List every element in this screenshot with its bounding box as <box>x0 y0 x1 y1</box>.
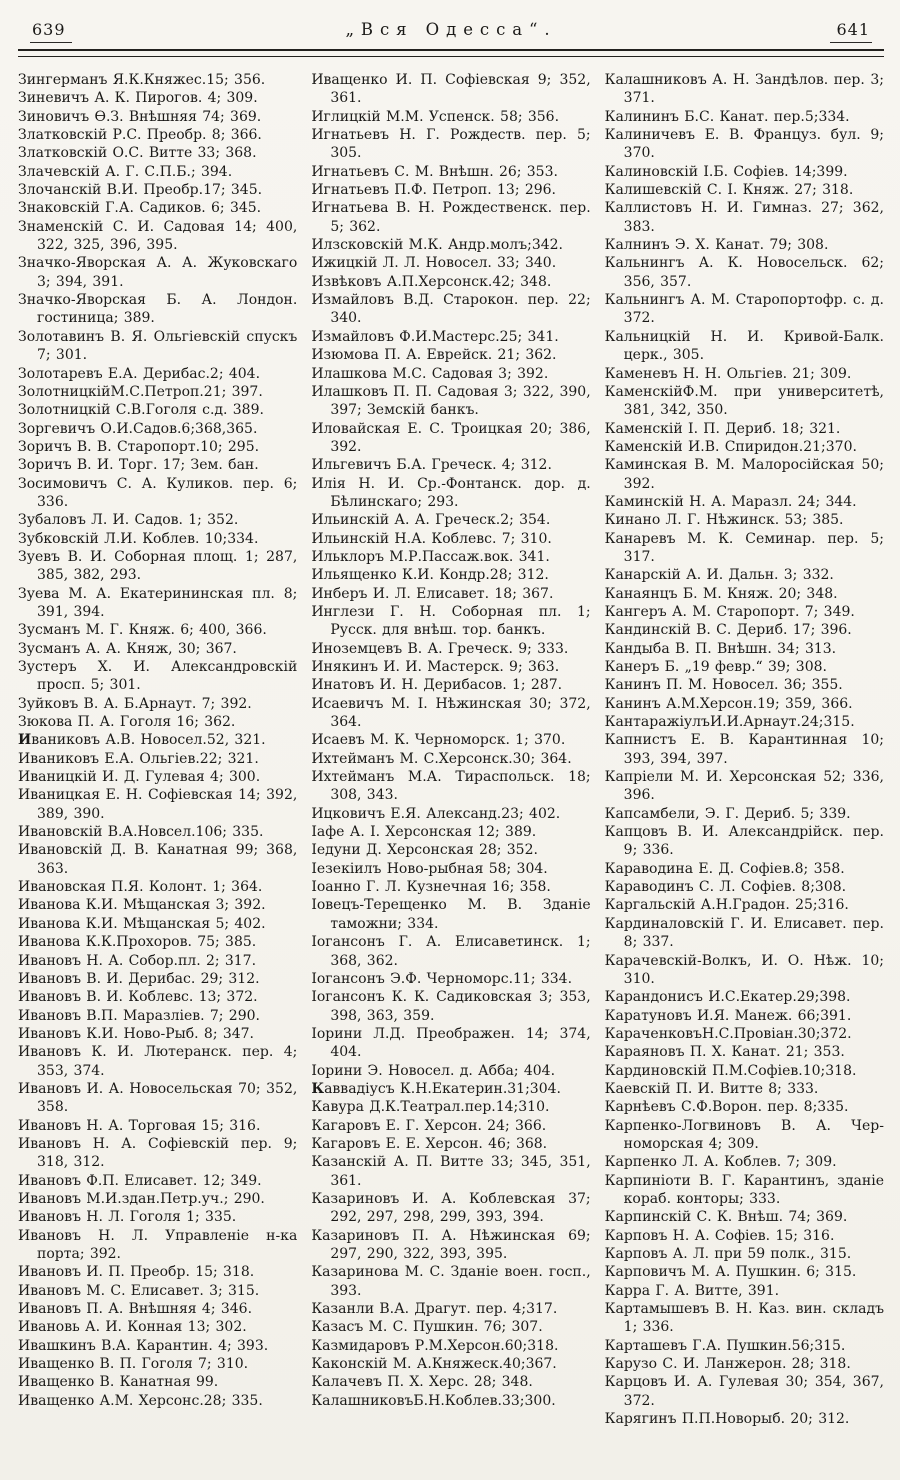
directory-entry: КантаражіулъИ.И.Арнаут.24;315. <box>604 714 855 731</box>
directory-entry: Ивановъ П. А. Внѣшняя 4; 346. <box>18 1301 253 1318</box>
directory-entry: Капсамбели, Э. Г. Дериб. 5; 339. <box>604 805 851 822</box>
directory-entry: Иноземцевъ В. А. Греческ. 9; 333. <box>311 640 569 657</box>
directory-entry: Ивановъ К. И. Лютеранск. пер. 4; 353, 374. <box>18 1044 298 1079</box>
directory-entry: КараченковъН.С.Провіан.30;372. <box>604 1025 852 1042</box>
directory-entry: Кальнингъ А. М. Старопортофр. с. д. 372. <box>604 292 884 327</box>
directory-entry: Ивановь А. И. Конная 13; 302. <box>18 1319 247 1336</box>
directory-entry: Зустеръ Х. И. Александровскій просп. 5; 301. <box>18 659 298 694</box>
directory-entry: Игнатьева В. Н. Рождественск. пер. 5; 362. <box>311 200 591 235</box>
directory-entry: Зиновичъ Ѳ.З. Внѣшняя 74; 369. <box>18 108 262 125</box>
directory-entry: Инатовъ И. Н. Дерибасов. 1; 287. <box>311 677 563 694</box>
directory-entry: Иловайская Е. С. Троицкая 20; 386, 392. <box>311 420 591 455</box>
directory-entry: Зоргевичъ О.И.Садов.6;368,365. <box>18 420 258 437</box>
directory-entry: Казариновъ П. А. Нѣжинская 69; 297, 290, 322, 393, 395. <box>311 1227 591 1262</box>
directory-entry: Злачевскій А. Г. С.П.Б.; 394. <box>18 163 233 180</box>
directory-entry: Игнатьевъ Н. Г. Рождеств. пер. 5; 305. <box>311 127 591 162</box>
directory-entry: Ивановскій Д. В. Канатная 99; 368, 363. <box>18 842 298 877</box>
directory-entry: Илашковъ П. П. Садовая 3; 322, 390, 397; Земскій банкъ. <box>311 383 591 419</box>
directory-entry: Кагаровъ Е. Е. Херсон. 46; 368. <box>311 1135 548 1152</box>
directory-entry: Ихтейманъ М. С.Херсонск.30; 364. <box>311 750 572 767</box>
directory-entry: Іогансонъ Э.Ф. Черноморс.11; 334. <box>311 970 573 987</box>
directory-entry: Карпинскій С. К. Внѣш. 74; 369. <box>604 1209 848 1226</box>
directory-column-2 <box>311 71 590 1428</box>
directory-entry: Значко-Яворская Б. А. Лондон. гостиница; 389. <box>18 292 298 327</box>
directory-entry: Исаевичъ М. І. Нѣжинская 30; 372, 364. <box>311 695 591 731</box>
directory-entry: Канаянцъ Б. М. Княж. 20; 348. <box>604 585 838 602</box>
directory-entry: Капцовъ В. И. Александрійск. пер. 9; 336. <box>604 824 884 859</box>
directory-entry: Иглицкій М.М. Успенск. 58; 356. <box>311 108 560 125</box>
directory-entry: Іезекіилъ Ново-рыбная 58; 304. <box>311 860 548 877</box>
directory-entry: Илашкова М.С. Садовая 3; 392. <box>311 365 549 382</box>
directory-entry: Зубаловъ Л. И. Садов. 1; 352. <box>18 512 239 529</box>
directory-entry: Иващенко В. Канатная 99. <box>18 1374 219 1391</box>
directory-entry: Ивановъ В. И. Дерибас. 29; 312. <box>18 970 260 987</box>
directory-entry: Канинъ А.М.Херсон.19; 359, 366. <box>604 695 853 712</box>
directory-entry: Ивановъ Н. А. Софіевскій пер. 9; 318, 312. <box>18 1135 298 1171</box>
directory-entry: Карягинъ П.П.Новорыб. 20; 312. <box>604 1411 850 1428</box>
directory-entry: Казанли В.А. Драгут. пер. 4;317. <box>311 1301 558 1318</box>
directory-entry: Іорини Э. Новосел. д. Абба; 404. <box>311 1062 556 1079</box>
directory-entry: Ильященко К.И. Кондр.28; 312. <box>311 567 549 584</box>
directory-entry: Каевскій П. И. Витте 8; 333. <box>604 1080 819 1097</box>
directory-entry: Каменевъ Н. Н. Ольгіев. 21; 309. <box>604 365 852 382</box>
directory-entry: Зусманъ А. А. Княж, 30; 367. <box>18 640 237 657</box>
directory-entry: Іоанно Г. Л. Кузнечная 16; 358. <box>311 879 551 896</box>
directory-entry: Ивановъ К.И. Ново-Рыб. 8; 347. <box>18 1025 255 1042</box>
directory-entry: Инякинъ И. И. Мастерск. 9; 363. <box>311 659 560 675</box>
directory-entry: Иванова К.К.Прохоров. 75; 385. <box>18 934 257 951</box>
directory-entry: Іедуни Д. Херсонская 28; 352. <box>311 842 538 859</box>
directory-entry: Канинъ П. М. Новосел. 36; 355. <box>604 677 843 694</box>
directory-entry: Каменскій І. П. Дериб. 18; 321. <box>604 420 841 437</box>
directory-entry: Іогансонъ Г. А. Елисаветинск. 1; 368, 362. <box>311 934 591 969</box>
directory-entry: Иваниковъ А.В. Новосел.52, 321. <box>18 732 266 749</box>
directory-entry: Каргальскій А.Н.Градон. 25;316. <box>604 897 849 914</box>
directory-entry: Зубковскій Л.И. Коблев. 10;334. <box>18 530 259 547</box>
directory-entry: Капріели М. И. Херсонская 52; 336, 396. <box>604 769 884 804</box>
directory-entry: Карпенко Л. А. Коблев. 7; 309. <box>604 1154 837 1171</box>
directory-entry: Калнинъ Э. Х. Канат. 79; 308. <box>604 237 829 254</box>
directory-entry: Золотаревъ Е.А. Дерибас.2; 404. <box>18 365 261 382</box>
directory-entry: Кинано Л. Г. Нѣжинск. 53; 385. <box>604 512 844 529</box>
directory-entry: Ильклоръ М.Р.Пассаж.вок. 341. <box>311 548 550 565</box>
directory-entry: Зусманъ М. Г. Княж. 6; 400, 366. <box>18 622 267 639</box>
page-number-right: 641 <box>830 20 872 43</box>
directory-entry: Калачевъ П. Х. Херс. 28; 348. <box>311 1374 533 1391</box>
directory-entry: Казасъ М. С. Пушкин. 76; 307. <box>311 1319 543 1336</box>
page-number-left: 639 <box>30 20 72 43</box>
header-double-rule <box>18 49 884 57</box>
directory-entry: Златковскій О.С. Витте 33; 368. <box>18 145 257 162</box>
directory-entry: Калиновскій І.Б. Софіев. 14;399. <box>604 163 848 180</box>
directory-entry: Илзсковскій М.К. Андр.молъ;342. <box>311 237 563 254</box>
directory-entry: Иваницкая Е. Н. Софіевская 14; 392, 389, 390. <box>18 787 298 822</box>
directory-entry: Іогансонъ К. К. Садиковская 3; 353, 398, 363, 359. <box>311 989 591 1024</box>
directory-entry: Иванова К.И. Мѣщанская 5; 402. <box>18 915 266 932</box>
directory-entry: Каминская В. М. Малоросійская 50; 392. <box>604 457 884 492</box>
directory-entry: Золотавинъ В. Я. Ольгіевскій спускъ 7; 301. <box>18 328 298 364</box>
directory-entry: Калишевскій С. І. Княж. 27; 318. <box>604 182 854 199</box>
directory-entry: Зоричъ В. В. Старопорт.10; 295. <box>18 438 260 455</box>
directory-entry: Кальнингъ А. К. Новосельск. 62; 356, 357. <box>604 255 884 290</box>
directory-entry: Ивановъ Ф.П. Елисавет. 12; 349. <box>18 1172 262 1189</box>
page-header <box>16 20 886 49</box>
directory-entry: Каввадіусъ К.Н.Екатерин.31;304. <box>311 1080 561 1097</box>
directory-entry: Кандинскій В. С. Дериб. 17; 396. <box>604 622 852 639</box>
directory-entry: Изюмова П. А. Еврейск. 21; 362. <box>311 347 557 364</box>
directory-entry: Ивановъ И. А. Новосельская 70; 352, 358. <box>18 1080 298 1116</box>
directory-entry: Ихтейманъ М.А. Тираспольск. 18; 308, 343. <box>311 769 591 804</box>
directory-entry: Иваниковъ Е.А. Ольгіев.22; 321. <box>18 750 259 767</box>
directory-entry: Златковскій Р.С. Преобр. 8; 366. <box>18 127 262 144</box>
directory-entry: Іорини Л.Д. Преображен. 14; 374, 404. <box>311 1025 591 1061</box>
directory-entry: Кангеръ А. М. Старопорт. 7; 349. <box>604 603 855 620</box>
letter-group-lead: И <box>18 732 32 749</box>
directory-entry: Іовецъ-Терещенко М. В. Зданіе таможни; 334. <box>311 897 591 932</box>
directory-entry: Карпенко-Логвиновъ В. А. Черноморская 4; 309. <box>604 1117 884 1152</box>
directory-entry: Иваницкій И. Д. Гулевая 4; 300. <box>18 769 261 786</box>
directory-entry: Канаревъ М. К. Семинар. пер. 5; 317. <box>604 530 884 565</box>
directory-entry: Зуйковъ В. А. Б.Арнаут. 7; 392. <box>18 695 252 712</box>
directory-entry: Иващенко А.М. Херсонс.28; 335. <box>18 1392 263 1409</box>
directory-entry: Карузо С. И. Ланжерон. 28; 318. <box>604 1356 851 1373</box>
directory-entry: Ивановъ Н. Л. Управленіе н-ка порта; 392. <box>18 1227 298 1262</box>
directory-entry: Ивановъ И. П. Преобр. 15; 318. <box>18 1264 255 1281</box>
directory-entry: Ивановъ Н. А. Торговая 15; 316. <box>18 1117 261 1134</box>
directory-entry: Калининъ Б.С. Канат. пер.5;334. <box>604 108 850 125</box>
directory-entry: Измайловъ Ф.И.Мастерс.25; 341. <box>311 328 559 345</box>
directory-entry: Игнатьевъ П.Ф. Петроп. 13; 296. <box>311 182 556 199</box>
directory-entry: Каминскій Н. А. Маразл. 24; 344. <box>604 493 857 510</box>
directory-entry: Карповъ А. Л. при 59 полк., 315. <box>604 1246 852 1262</box>
directory-entry: Кандыба В. П. Внѣшн. 34; 313. <box>604 640 837 657</box>
directory-entry: Иванова К.И. Мѣщанская 3; 392. <box>18 897 266 914</box>
directory-entry: Казмидаровъ Р.М.Херсон.60;318. <box>311 1337 559 1354</box>
directory-entry: Ивановъ Н. А. Собор.пл. 2; 317. <box>18 952 257 969</box>
directory-entry: Ивановъ В.П. Маразліев. 7; 290. <box>18 1007 260 1024</box>
directory-entry: Каллистовъ Н. И. Гимназ. 27; 362, 383. <box>604 200 884 235</box>
directory-entry: Ивашкинъ В.А. Карантин. 4; 393. <box>18 1337 269 1354</box>
directory-entry: Измайловъ В.Д. Старокон. пер. 22; 340. <box>311 292 591 327</box>
directory-entry: Каменскій И.В. Спиридон.21;370. <box>604 438 857 455</box>
directory-entry: Казаринова М. С. Зданіе воен. госп., 393. <box>311 1264 591 1299</box>
directory-entry: Ижицкій Л. Л. Новосел. 33; 340. <box>311 255 557 272</box>
directory-entry: Калашниковъ А. Н. Зандѣлов. пер. 3; 371. <box>604 72 884 107</box>
directory-entry: Инберъ И. Л. Елисавет. 18; 367. <box>311 585 554 602</box>
directory-entry: Кагаровъ Е. Г. Херсон. 24; 366. <box>311 1117 547 1134</box>
directory-entry: Кавура Д.К.Театрал.пер.14;310. <box>311 1099 550 1116</box>
directory-column-3 <box>605 71 884 1428</box>
directory-entry: Инглези Г. Н. Соборная пл. 1; Русск. для внѣш. тор. банкъ. <box>311 603 591 639</box>
directory-columns <box>16 71 886 1428</box>
directory-entry: Зюкова П. А. Гоголя 16; 362. <box>18 714 236 731</box>
directory-entry: Золотницкій С.В.Гоголя с.д. 389. <box>18 402 264 419</box>
directory-entry: Кальницкій Н. И. Кривой-Балк. церк., 305. <box>604 328 884 364</box>
directory-entry: Ивановская П.Я. Колонт. 1; 364. <box>18 879 263 896</box>
directory-entry: Исаевъ М. К. Черноморск. 1; 370. <box>311 732 566 749</box>
directory-entry: Игнатьевъ С. М. Внѣшн. 26; 353. <box>311 163 558 180</box>
directory-entry: КаменскійФ.М. при университетѣ, 381, 342, 350. <box>604 383 884 419</box>
directory-entry: Караводина Е. Д. Софіев.8; 358. <box>604 860 845 877</box>
directory-entry: Карповичъ М. А. Пушкин. 6; 315. <box>604 1264 857 1281</box>
directory-entry: Ильгевичъ Б.А. Греческ. 4; 312. <box>311 457 552 474</box>
directory-entry: Зуевъ В. И. Соборная площ. 1; 287, 385, 382, 293. <box>18 548 298 584</box>
directory-entry: Ильинскій Н.А. Коблевс. 7; 310. <box>311 530 552 547</box>
directory-entry: Ивановскій В.А.Новсел.106; 335. <box>18 824 264 841</box>
directory-entry: Караводинъ С. Л. Софіев. 8;308. <box>604 879 847 896</box>
directory-entry: Ицковичъ Е.Я. Александ.23; 402. <box>311 805 561 822</box>
directory-entry: Казариновъ И. А. Коблевская 37; 292, 297, 298, 299, 393, 394. <box>311 1190 591 1226</box>
directory-entry: Карповъ Н. А. Софіев. 15; 316. <box>604 1227 835 1244</box>
directory-entry: Картамышевъ В. Н. Каз. вин. складъ 1; 336. <box>604 1301 884 1336</box>
directory-entry: Знаковскій Г.А. Садиков. 6; 345. <box>18 200 262 217</box>
directory-entry: Ивановъ Н. Л. Гоголя 1; 335. <box>18 1209 237 1226</box>
directory-entry: Карташевъ Г.А. Пушкин.56;315. <box>604 1337 846 1354</box>
directory-entry: Казанскій А. П. Витте 33; 345, 351, 361. <box>311 1154 591 1189</box>
directory-entry: Карачевскій-Волкъ, И. О. Нѣж. 10; 310. <box>604 952 884 987</box>
directory-entry: Караяновъ П. Х. Канат. 21; 353. <box>604 1044 845 1061</box>
directory-entry: Иващенко И. П. Софіевская 9; 352, 361. <box>311 72 591 107</box>
directory-entry: Кардиналовскій Г. И. Елисавет. пер. 8; 337. <box>604 915 884 951</box>
directory-entry: Зуева М. А. Екатерининская пл. 8; 391, 394. <box>18 585 298 620</box>
directory-entry: Знаменскій С. И. Садовая 14; 400, 322, 325, 396, 395. <box>18 218 298 254</box>
page-title: „Вся Одесса“. <box>345 20 557 39</box>
directory-entry: Іафе А. І. Херсонская 12; 389. <box>311 824 537 841</box>
directory-entry: Капнистъ Е. В. Карантинная 10; 393, 394, 397. <box>604 732 884 767</box>
directory-entry: Канарскій А. И. Дальн. 3; 332. <box>604 567 834 584</box>
directory-entry: ЗолотницкійМ.С.Петроп.21; 397. <box>18 383 263 400</box>
directory-entry: Калиничевъ Е. В. Француз. бул. 9; 370. <box>604 127 884 162</box>
directory-entry: Ивановъ М. С. Елисавет. 3; 315. <box>18 1282 260 1299</box>
directory-entry: Зоричъ В. И. Торг. 17; Зем. бан. <box>18 457 259 474</box>
directory-entry: Карра Г. А. Витте, 391. <box>604 1282 780 1299</box>
directory-column-1 <box>18 71 297 1428</box>
directory-entry: Илія Н. И. Ср.-Фонтанск. дор. д. Бѣлинскаго; 293. <box>311 475 591 510</box>
directory-entry: Карандонисъ И.С.Екатер.29;398. <box>604 989 851 1006</box>
directory-entry: Карпиніоти В. Г. Карантинъ, зданіе кораб. конторы; 333. <box>604 1172 884 1207</box>
directory-entry: Ильинскій А. А. Греческ.2; 354. <box>311 512 551 529</box>
directory-entry: Карнѣевъ С.Ф.Ворон. пер. 8;335. <box>604 1099 849 1116</box>
directory-entry: Кардиновскій П.М.Софіев.10;318. <box>604 1062 857 1079</box>
directory-entry: Канеръ Б. „19 февр.“ 39; 308. <box>604 659 827 675</box>
directory-entry: Ивановъ В. И. Коблевс. 13; 372. <box>18 989 258 1006</box>
directory-entry: Зосимовичъ С. А. Куликов. пер. 6; 336. <box>18 475 298 510</box>
directory-entry: Ивановъ М.И.здан.Петр.уч.; 290. <box>18 1190 265 1207</box>
directory-entry: КалашниковъБ.Н.Коблев.33;300. <box>311 1392 556 1409</box>
directory-entry: Каконскій М. А.Княжеск.40;367. <box>311 1356 557 1373</box>
directory-entry: Зингерманъ Я.К.Княжес.15; 356. <box>18 72 266 88</box>
directory-entry: Иващенко В. П. Гоголя 7; 310. <box>18 1356 249 1373</box>
directory-entry: Значко-Яворская А. А. Жуковскаго 3; 394, 391. <box>18 255 298 290</box>
directory-entry: Злочанскій В.И. Преобр.17; 345. <box>18 182 263 199</box>
directory-entry: Карцовъ И. А. Гулевая 30; 354, 367, 372. <box>604 1374 884 1409</box>
directory-entry: Каратуновъ И.Я. Манеж. 66;391. <box>604 1007 852 1024</box>
letter-group-lead: К <box>311 1080 325 1097</box>
directory-entry: Зиневичъ А. К. Пирогов. 4; 309. <box>18 90 258 107</box>
directory-entry: Извѣковъ А.П.Херсонск.42; 348. <box>311 273 552 290</box>
